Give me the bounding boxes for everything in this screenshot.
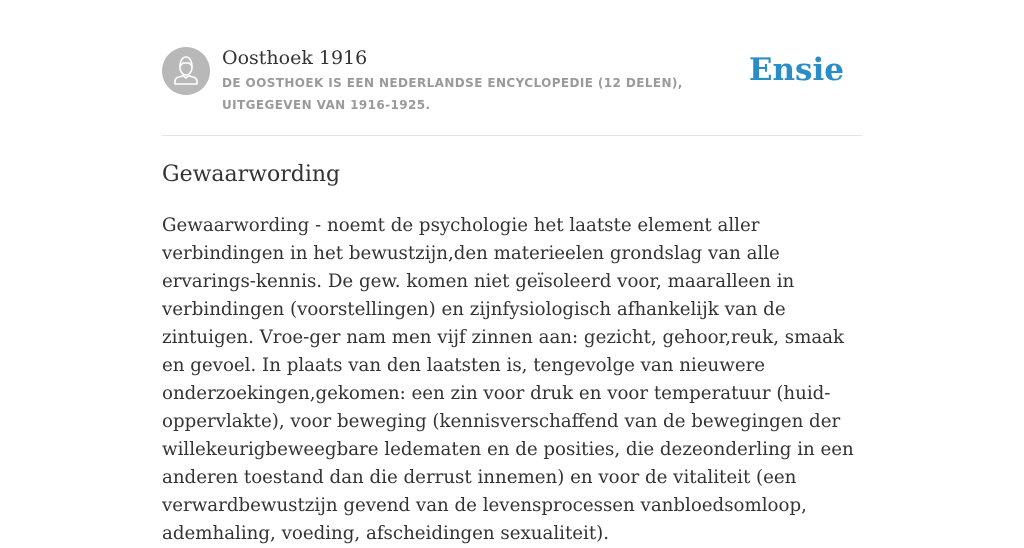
header-divider [162,135,862,136]
source-title[interactable]: Oosthoek 1916 [222,47,368,69]
source-description: DE OOSTHOEK IS EEN NEDERLANDSE ENCYCLOPEDIE (12 DELEN), UITGEGEVEN VAN 1916-1925. [222,76,683,112]
source-avatar[interactable] [162,47,210,95]
source-header [162,44,862,118]
article-title: Gewaarwording [162,162,341,187]
article-body: Gewaarwording - noemt de psychologie het laatste element aller verbindingen in het bewustzijn,den materieelen grondslag van alle ervarings-kennis. De gew. komen niet geïsoleerd voor, maaralleen in verbindingen (voorstellingen) en zijnfysiologisch afhankelijk van de zintuigen. Vroe-ger nam men vijf zinnen aan: gezicht, gehoor,reuk, smaak en gevoel. In plaats van den laatsten is, tengevolge van nieuwere onderzoekingen,gekomen: een zin voor druk en voor temperatuur (huid-oppervlakte), voor beweging (kennisverschaffend van de bewegingen der willekeurigbeweegbare ledematen en de posities, die dezeonderling in een anderen toestand dan die derrust innemen) en voor de vitaliteit (een verwardbewustzijn gevend van de levensprocessen vanbloedsomloop, ademhaling, voeding, afscheidingen sexualiteit). [162,215,854,544]
ensie-logo[interactable]: Ensie [748,52,844,88]
user-silhouette-icon [162,47,210,95]
